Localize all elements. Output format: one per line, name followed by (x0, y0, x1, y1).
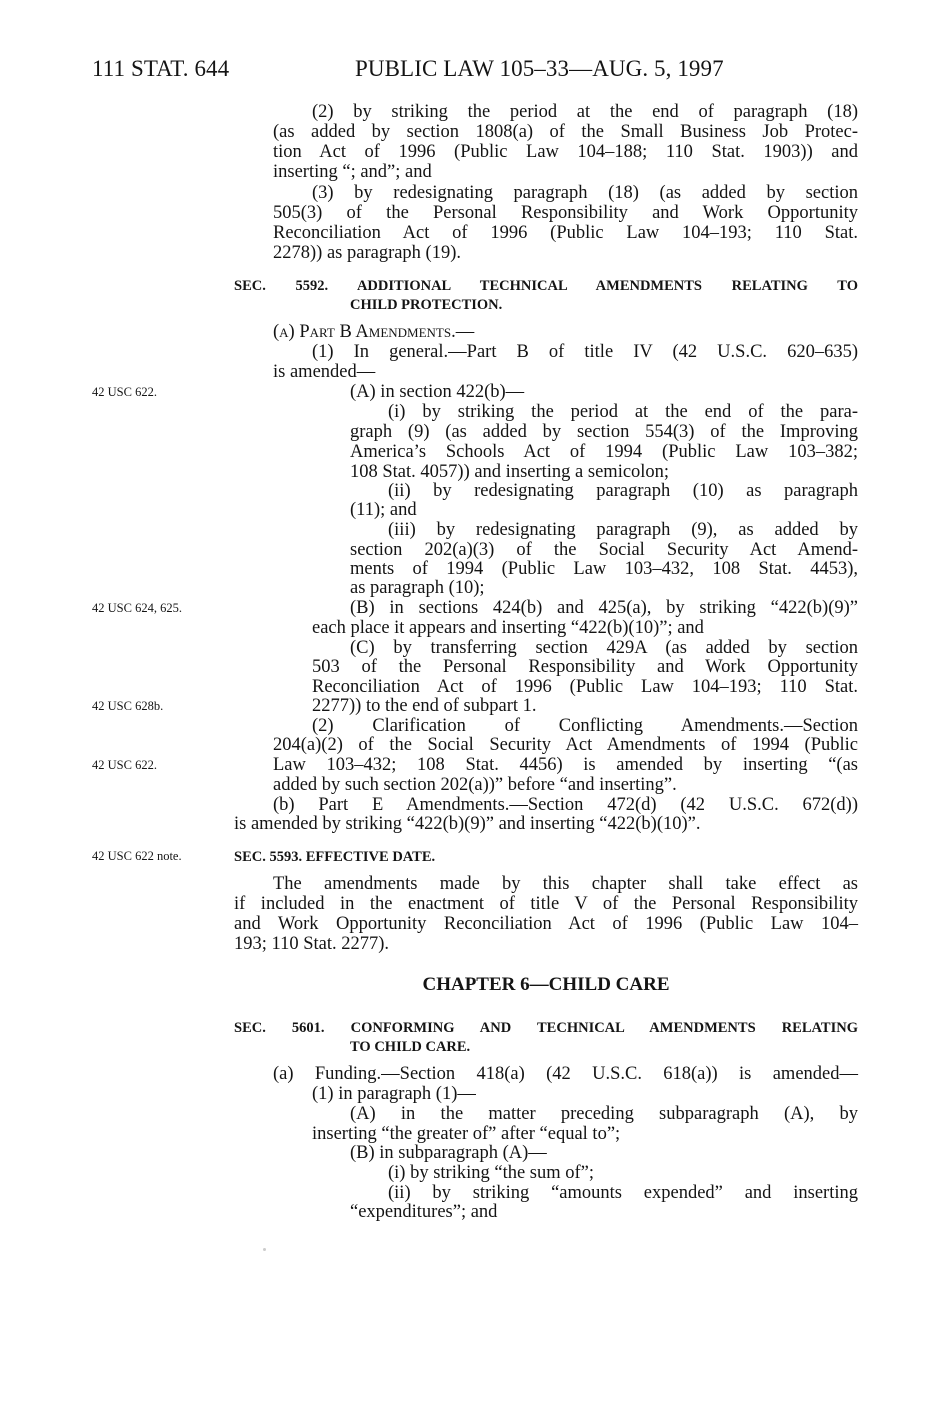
section-heading: SEC. 5601. CONFORMING AND TECHNICAL AMENDMENTS RELATING (234, 1020, 858, 1036)
text-line: and Work Opportunity Reconciliation Act of 1996 (Public Law 104– (234, 914, 858, 934)
margin-note: 42 USC 622. (92, 385, 157, 399)
section-heading: SEC. 5593. EFFECTIVE DATE. (234, 849, 436, 865)
text-line: inserting “the greater of” after “equal to”; (312, 1124, 621, 1144)
text-line: 2277)) to the end of subpart 1. (312, 696, 537, 716)
text-line: tion Act of 1996 (Public Law 104–188; 110 Stat. 1903)) and (273, 142, 858, 162)
text-line: (3) by redesignating paragraph (18) (as added by section (312, 183, 858, 203)
text-line: 204(a)(2) of the Social Security Act Amendments of 1994 (Public (273, 735, 858, 755)
text-line: (2) Clarification of Conflicting Amendments.—Section (312, 716, 858, 736)
chapter-heading: CHAPTER 6—CHILD CARE (422, 974, 670, 995)
text-line: (a) Funding.—Section 418(a) (42 U.S.C. 618(a)) is amended— (273, 1064, 858, 1084)
page-number: 111 STAT. 644 (92, 56, 230, 81)
text-line: is amended— (273, 362, 376, 382)
text-line: Reconciliation Act of 1996 (Public Law 104–193; 110 Stat. (312, 677, 858, 697)
text-line: Law 103–432; 108 Stat. 4456) is amended by inserting “(as (273, 755, 858, 775)
section-heading: CHILD PROTECTION. (350, 297, 503, 313)
text-line: (i) by striking “the sum of”; (388, 1163, 595, 1183)
text-line: inserting “; and”; and (273, 162, 432, 182)
text-line: 2278)) as paragraph (19). (273, 243, 462, 263)
scan-speck (263, 1248, 266, 1251)
text-line: 505(3) of the Personal Responsibility and Work Opportunity (273, 203, 858, 223)
margin-note: 42 USC 622 note. (92, 849, 182, 863)
text-line: (ii) by redesignating paragraph (10) as paragraph (388, 481, 858, 501)
page-title: PUBLIC LAW 105–33—AUG. 5, 1997 (355, 56, 724, 81)
text-line: (A) in section 422(b)— (350, 382, 525, 402)
margin-note: 42 USC 622. (92, 758, 157, 772)
text-line: (ii) by striking “amounts expended” and inserting (388, 1183, 858, 1203)
section-heading: TO CHILD CARE. (350, 1039, 471, 1055)
text-line: (A) in the matter preceding subparagraph (A), by (350, 1104, 858, 1124)
text-line: America’s Schools Act of 1994 (Public Law 103–382; (350, 442, 858, 462)
margin-note: 42 USC 628b. (92, 699, 164, 713)
text-line: if included in the enactment of title V of the Personal Responsibility (234, 894, 858, 914)
text-line: Reconciliation Act of 1996 (Public Law 104–193; 110 Stat. (273, 223, 858, 243)
text-line: 108 Stat. 4057)) and inserting a semicolon; (350, 462, 670, 482)
text-line: (iii) by redesignating paragraph (9), as added by (388, 520, 858, 540)
text-line: (a) Part B Amendments.— (273, 322, 475, 342)
text-line: (B) in sections 424(b) and 425(a), by striking “422(b)(9)” (350, 598, 858, 618)
text-line: (1) in paragraph (1)— (312, 1084, 476, 1104)
text-line: (B) in subparagraph (A)— (350, 1143, 547, 1163)
margin-note: 42 USC 624, 625. (92, 601, 182, 615)
text-line: (b) Part E Amendments.—Section 472(d) (42 U.S.C. 672(d)) (273, 795, 858, 815)
text-line: graph (9) (as added by section 554(3) of the Improving (350, 422, 858, 442)
text-line: (C) by transferring section 429A (as added by section (350, 638, 858, 658)
text-line: added by such section 202(a))” before “and inserting”. (273, 775, 677, 795)
text-line: as paragraph (10); (350, 578, 485, 598)
text-line: (11); and (350, 500, 417, 520)
text-line: 503 of the Personal Responsibility and Work Opportunity (312, 657, 858, 677)
text-line: 193; 110 Stat. 2277). (234, 934, 390, 954)
text-line: section 202(a)(3) of the Social Security Act Amend- (350, 540, 858, 560)
text-line: (i) by striking the period at the end of the para- (388, 402, 858, 422)
text-line: The amendments made by this chapter shall take effect as (273, 874, 858, 894)
text-line: ments of 1994 (Public Law 103–432, 108 Stat. 4453), (350, 559, 858, 579)
text-line: is amended by striking “422(b)(9)” and inserting “422(b)(10)”. (234, 814, 701, 834)
text-line: (2) by striking the period at the end of paragraph (18) (312, 102, 858, 122)
text-line: (1) In general.—Part B of title IV (42 U.S.C. 620–635) (312, 342, 858, 362)
section-heading: SEC. 5592. ADDITIONAL TECHNICAL AMENDMENTS RELATING TO (234, 278, 858, 294)
text-line: (as added by section 1808(a) of the Small Business Job Protec- (273, 122, 858, 142)
text-line: each place it appears and inserting “422(b)(10)”; and (312, 618, 704, 638)
text-line: “expenditures”; and (350, 1202, 498, 1222)
